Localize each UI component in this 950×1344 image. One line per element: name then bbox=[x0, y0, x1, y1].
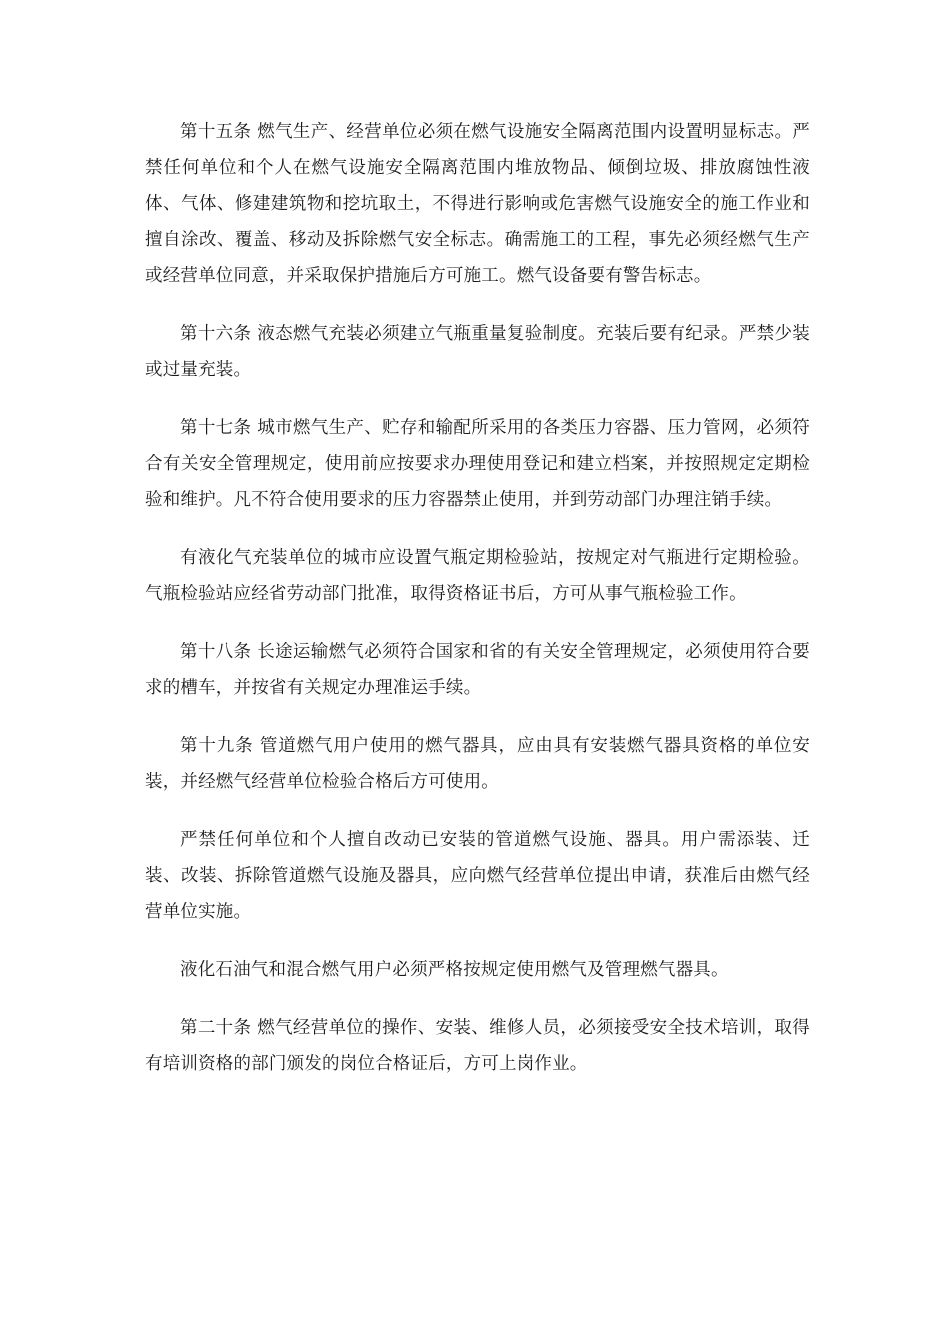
document-page bbox=[145, 114, 810, 1104]
article-19-supplement-paragraph: 严禁任何单位和个人擅自改动已安装的管道燃气设施、器具。用户需添装、迁装、改装、拆除管道燃气设施及器具，应向燃气经营单位提出申请，获准后由燃气经营单位实施。 bbox=[145, 830, 810, 922]
article-18-paragraph: 第十八条 长途运输燃气必须符合国家和省的有关安全管理规定，必须使用符合要求的槽车，并按省有关规定办理准运手续。 bbox=[145, 642, 810, 698]
article-17-supplement-paragraph: 有液化气充装单位的城市应设置气瓶定期检验站，按规定对气瓶进行定期检验。气瓶检验站应经省劳动部门批准，取得资格证书后，方可从事气瓶检验工作。 bbox=[145, 548, 810, 604]
article-16-paragraph: 第十六条 液态燃气充装必须建立气瓶重量复验制度。充装后要有纪录。严禁少装或过量充装。 bbox=[145, 324, 810, 380]
article-19-paragraph: 第十九条 管道燃气用户使用的燃气器具，应由具有安装燃气器具资格的单位安装，并经燃气经营单位检验合格后方可使用。 bbox=[145, 736, 810, 792]
article-17-paragraph: 第十七条 城市燃气生产、贮存和输配所采用的各类压力容器、压力管网，必须符合有关安全管理规定，使用前应按要求办理使用登记和建立档案，并按照规定定期检验和维护。凡不符合使用要求的压力容器禁止使用，并到劳动部门办理注销手续。 bbox=[145, 418, 810, 510]
article-15-paragraph: 第十五条 燃气生产、经营单位必须在燃气设施安全隔离范围内设置明显标志。严禁任何单位和个人在燃气设施安全隔离范围内堆放物品、倾倒垃圾、排放腐蚀性液体、气体、修建建筑物和挖坑取土，不得进行影响或危害燃气设施安全的施工作业和擅自涂改、覆盖、移动及拆除燃气安全标志。确需施工的工程，事先必须经燃气生产或经营单位同意，并采取保护措施后方可施工。燃气设备要有警告标志。 bbox=[145, 122, 810, 286]
article-20-paragraph: 第二十条 燃气经营单位的操作、安装、维修人员，必须接受安全技术培训，取得有培训资格的部门颁发的岗位合格证后，方可上岗作业。 bbox=[145, 1018, 810, 1074]
article-19-lpg-paragraph: 液化石油气和混合燃气用户必须严格按规定使用燃气及管理燃气器具。 bbox=[180, 960, 729, 980]
